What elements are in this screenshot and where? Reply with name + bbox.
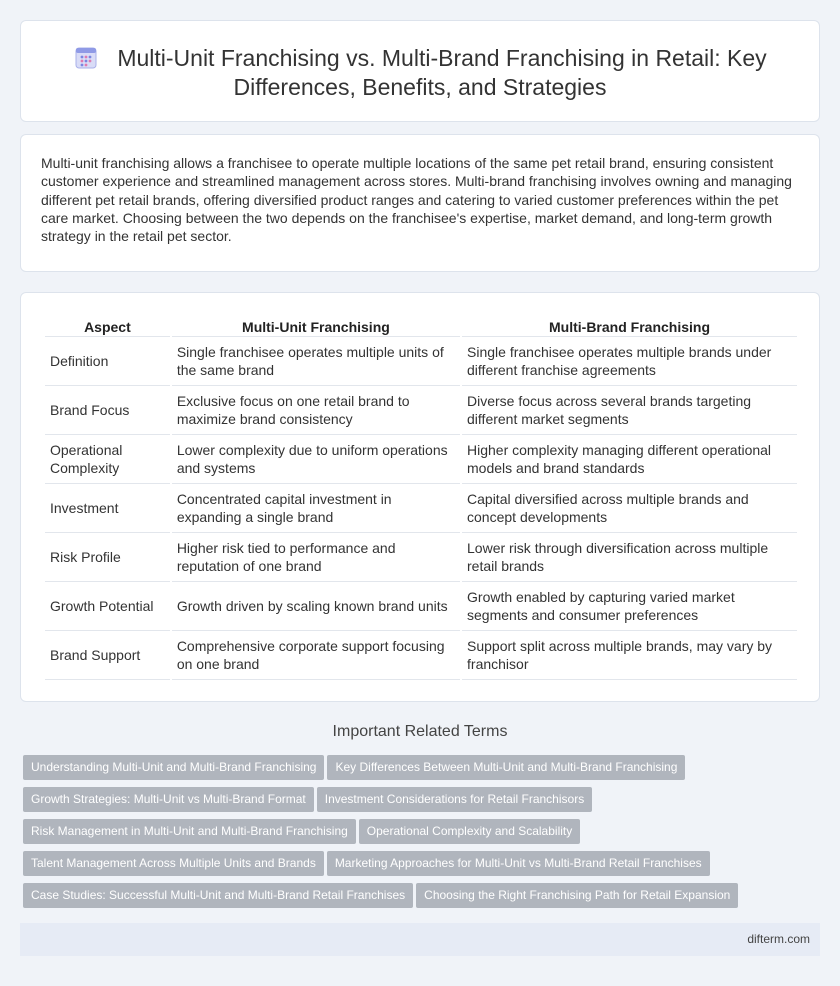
cell-multi-unit: Lower complexity due to uniform operations and systems: [172, 435, 460, 484]
header-aspect: Aspect: [45, 313, 170, 337]
comparison-table: [43, 313, 799, 680]
header-multi-unit: Multi-Unit Franchising: [172, 313, 460, 337]
table-row: [45, 533, 797, 582]
cell-multi-unit: Exclusive focus on one retail brand to maximize brand consistency: [172, 386, 460, 435]
page-title-text: Multi-Unit Franchising vs. Multi-Brand Franchising in Retail: Key Differences, Benefits, and Strategies: [117, 45, 767, 100]
cell-multi-unit: Concentrated capital investment in expanding a single brand: [172, 484, 460, 533]
cell-multi-brand: Higher complexity managing different operational models and brand standards: [462, 435, 797, 484]
related-term-tag[interactable]: Risk Management in Multi-Unit and Multi-Brand Franchising: [23, 819, 356, 844]
related-terms-list: [23, 755, 823, 915]
table-row: [45, 582, 797, 631]
table-row: [45, 631, 797, 680]
cell-multi-brand: Single franchisee operates multiple brands under different franchise agreements: [462, 337, 797, 386]
related-term-tag[interactable]: Growth Strategies: Multi-Unit vs Multi-Brand Format: [23, 787, 314, 812]
footer: [20, 923, 820, 956]
footer-site-link[interactable]: difterm.com: [747, 932, 810, 946]
cell-aspect: Growth Potential: [45, 582, 170, 631]
related-term-tag[interactable]: Understanding Multi-Unit and Multi-Brand Franchising: [23, 755, 324, 780]
cell-aspect: Risk Profile: [45, 533, 170, 582]
cell-aspect: Brand Support: [45, 631, 170, 680]
cell-aspect: Operational Complexity: [45, 435, 170, 484]
summary-text: Multi-unit franchising allows a franchisee to operate multiple locations of the same pet retail brand, ensuring consistent customer experience and streamlined management across stores. Multi-brand franchising involves owning and managing different pet retail brands, offering diversified product ranges and catering to varied customer preferences within the pet care market. Choosing between the two depends on the franchisee's expertise, market demand, and long-term growth strategy in the retail pet sector.: [41, 155, 792, 245]
cell-multi-brand: Capital diversified across multiple brands and concept developments: [462, 484, 797, 533]
cell-multi-brand: Support split across multiple brands, may vary by franchisor: [462, 631, 797, 680]
related-term-tag[interactable]: Marketing Approaches for Multi-Unit vs Multi-Brand Retail Franchises: [327, 851, 710, 876]
related-term-tag[interactable]: Case Studies: Successful Multi-Unit and Multi-Brand Retail Franchises: [23, 883, 413, 908]
table-row: [45, 337, 797, 386]
cell-aspect: Investment: [45, 484, 170, 533]
header-multi-brand: Multi-Brand Franchising: [462, 313, 797, 337]
related-terms-heading: Important Related Terms: [332, 723, 508, 740]
table-row: [45, 386, 797, 435]
related-term-tag[interactable]: Operational Complexity and Scalability: [359, 819, 580, 844]
table-header-row: [45, 313, 797, 337]
cell-multi-unit: Single franchisee operates multiple units of the same brand: [172, 337, 460, 386]
page-title: [51, 44, 789, 102]
title-card: [20, 20, 820, 122]
related-term-tag[interactable]: Choosing the Right Franchising Path for Retail Expansion: [416, 883, 738, 908]
related-term-tag[interactable]: Talent Management Across Multiple Units and Brands: [23, 851, 324, 876]
summary-card: [20, 134, 820, 272]
cell-multi-brand: Growth enabled by capturing varied market segments and consumer preferences: [462, 582, 797, 631]
cell-multi-brand: Diverse focus across several brands targeting different market segments: [462, 386, 797, 435]
cell-aspect: Brand Focus: [45, 386, 170, 435]
related-term-tag[interactable]: Key Differences Between Multi-Unit and Multi-Brand Franchising: [327, 755, 685, 780]
cell-aspect: Definition: [45, 337, 170, 386]
cell-multi-brand: Lower risk through diversification across multiple retail brands: [462, 533, 797, 582]
table-row: [45, 484, 797, 533]
cell-multi-unit: Comprehensive corporate support focusing on one brand: [172, 631, 460, 680]
comparison-table-card: [20, 292, 820, 702]
cell-multi-unit: Growth driven by scaling known brand units: [172, 582, 460, 631]
cell-multi-unit: Higher risk tied to performance and reputation of one brand: [172, 533, 460, 582]
related-term-tag[interactable]: Investment Considerations for Retail Franchisors: [317, 787, 592, 812]
table-row: [45, 435, 797, 484]
calendar-grid-icon: [73, 47, 99, 69]
